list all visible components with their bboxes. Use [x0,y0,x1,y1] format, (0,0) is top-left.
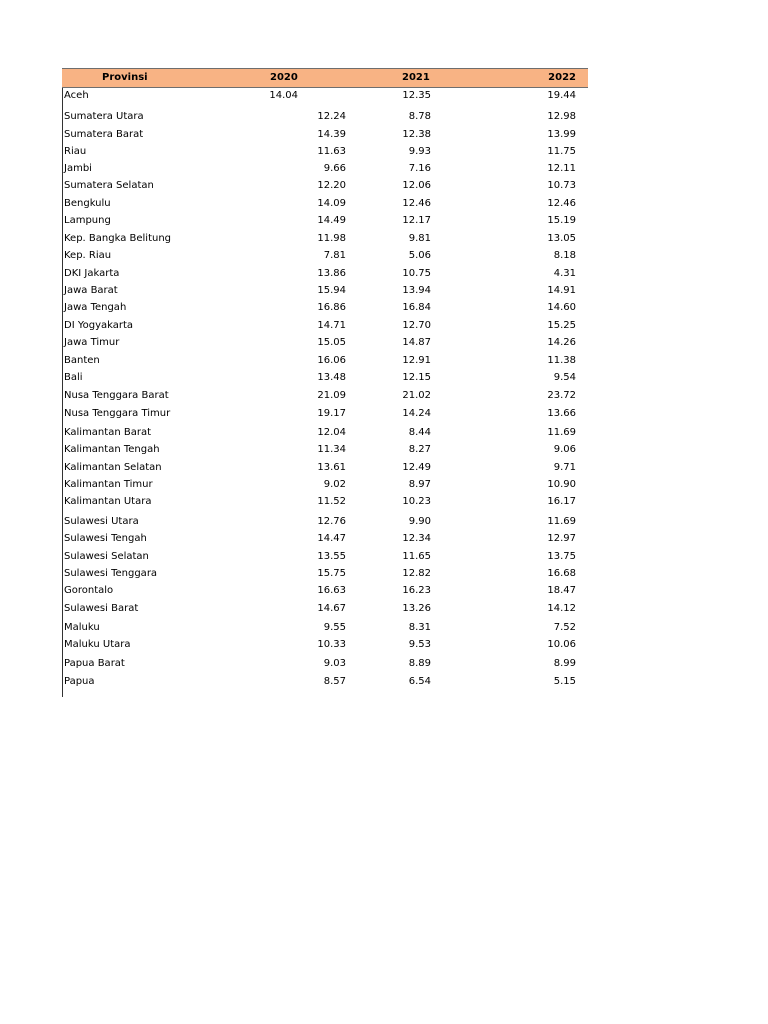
value-2022-cell: 13.75 [547,551,576,562]
province-cell: Kalimantan Tengah [64,444,160,455]
value-2022-cell: 19.44 [547,90,576,101]
province-cell: Sulawesi Barat [64,603,139,614]
value-2020-cell: 9.02 [323,479,346,490]
value-2020-cell: 12.24 [317,111,346,122]
province-cell: Maluku Utara [64,639,131,650]
value-2021-cell: 9.93 [408,146,431,157]
value-2020-cell: 10.33 [317,639,346,650]
value-2020-cell: 9.03 [323,658,346,669]
province-cell: Kep. Bangka Belitung [64,233,172,244]
province-cell: Maluku [64,622,100,633]
value-2021-cell: 8.27 [408,444,431,455]
table-row [62,213,588,229]
province-cell: Bengkulu [64,198,111,209]
value-2022-cell: 15.19 [547,215,576,226]
value-2021-cell: 12.06 [402,180,431,191]
value-2021-cell: 5.06 [408,250,431,261]
value-2020-cell: 14.71 [317,320,346,331]
table-row [62,335,588,351]
province-cell: Papua Barat [64,658,125,669]
value-2022-cell: 11.69 [547,427,576,438]
value-2021-cell: 6.54 [408,676,431,687]
value-2022-cell: 10.90 [547,479,576,490]
value-2020-cell: 9.55 [323,622,346,633]
value-2020-cell: 9.66 [323,163,346,174]
value-2020-cell: 16.06 [317,355,346,366]
header-2020: 2020 [270,72,298,83]
value-2022-cell: 11.38 [547,355,576,366]
province-cell: Sulawesi Selatan [64,551,149,562]
value-2022-cell: 16.68 [547,568,576,579]
table-row [62,425,588,441]
value-2022-cell: 9.06 [553,444,576,455]
table-row [62,144,588,160]
province-cell: Kalimantan Timur [64,479,153,490]
value-2022-cell: 11.75 [547,146,576,157]
province-cell: Kalimantan Selatan [64,462,162,473]
value-2021-cell: 8.44 [408,427,431,438]
value-2021-cell: 21.02 [402,390,431,401]
table-row [62,514,588,530]
value-2021-cell: 7.16 [408,163,431,174]
value-2022-cell: 12.98 [547,111,576,122]
header-2021: 2021 [402,72,430,83]
province-cell: Sumatera Selatan [64,180,154,191]
value-2022-cell: 23.72 [547,390,576,401]
value-2021-cell: 8.78 [408,111,431,122]
value-2020-cell: 11.52 [317,496,346,507]
header-province: Provinsi [102,72,148,83]
province-cell: Sulawesi Tengah [64,533,147,544]
province-cell: Jawa Tengah [64,302,127,313]
province-cell: Jawa Timur [64,337,120,348]
value-2020-cell: 14.39 [317,129,346,140]
value-2020-cell: 15.05 [317,337,346,348]
value-2022-cell: 12.46 [547,198,576,209]
value-2021-cell: 12.35 [402,90,431,101]
value-2022-cell: 8.18 [553,250,576,261]
table-row [62,196,588,212]
value-2020-cell: 15.94 [317,285,346,296]
value-2021-cell: 12.49 [402,462,431,473]
value-2020-cell: 13.55 [317,551,346,562]
value-2020-cell: 14.67 [317,603,346,614]
province-cell: Jawa Barat [64,285,118,296]
table-row [62,601,588,617]
province-cell: Sumatera Utara [64,111,144,122]
value-2020-cell: 12.76 [317,516,346,527]
table-row [62,549,588,565]
table-row [62,88,588,104]
table-row [62,283,588,299]
value-2021-cell: 12.17 [402,215,431,226]
value-2021-cell: 12.70 [402,320,431,331]
table-row [62,353,588,369]
value-2021-cell: 12.82 [402,568,431,579]
province-cell: Nusa Tenggara Barat [64,390,169,401]
value-2021-cell: 13.26 [402,603,431,614]
value-2021-cell: 13.94 [402,285,431,296]
province-cell: Kalimantan Barat [64,427,151,438]
table-row [62,460,588,476]
table-row [62,231,588,247]
table-row [62,477,588,493]
table-row [62,161,588,177]
value-2020-cell: 14.47 [317,533,346,544]
value-2021-cell: 8.89 [408,658,431,669]
table-row [62,266,588,282]
province-cell: Gorontalo [64,585,114,596]
province-cell: Kep. Riau [64,250,112,261]
value-2022-cell: 16.17 [547,496,576,507]
province-cell: Jambi [64,163,92,174]
table-row [62,318,588,334]
value-2021-cell: 8.31 [408,622,431,633]
value-2022-cell: 10.73 [547,180,576,191]
value-2022-cell: 14.60 [547,302,576,313]
table-row [62,406,588,422]
value-2022-cell: 14.26 [547,337,576,348]
value-2022-cell: 8.99 [553,658,576,669]
value-2022-cell: 13.05 [547,233,576,244]
value-2022-cell: 9.71 [553,462,576,473]
table-row [62,620,588,636]
table-row [62,583,588,599]
value-2021-cell: 14.87 [402,337,431,348]
value-2022-cell: 7.52 [553,622,576,633]
value-2020-cell: 11.98 [317,233,346,244]
value-2021-cell: 12.15 [402,372,431,383]
value-2020-cell: 14.09 [317,198,346,209]
value-2022-cell: 12.11 [547,163,576,174]
table-row [62,127,588,143]
value-2020-cell: 19.17 [317,408,346,419]
value-2021-cell: 12.91 [402,355,431,366]
data-table [62,68,588,687]
province-cell: DI Yogyakarta [64,320,134,331]
province-cell: Lampung [64,215,111,226]
value-2021-cell: 10.23 [402,496,431,507]
province-cell: Bali [64,372,83,383]
value-2020-cell: 13.61 [317,462,346,473]
value-2022-cell: 5.15 [553,676,576,687]
value-2020-cell: 15.75 [317,568,346,579]
province-cell: Papua [64,676,95,687]
value-2020-cell: 11.34 [317,444,346,455]
value-2021-cell: 9.81 [408,233,431,244]
table-row [62,637,588,653]
value-2021-cell: 12.46 [402,198,431,209]
province-cell: Sumatera Barat [64,129,144,140]
value-2022-cell: 14.12 [547,603,576,614]
value-2022-cell: 14.91 [547,285,576,296]
value-2021-cell: 8.97 [408,479,431,490]
province-cell: Sulawesi Tenggara [64,568,158,579]
table-row [62,531,588,547]
value-2020-cell: 14.49 [317,215,346,226]
value-2021-cell: 9.53 [408,639,431,650]
province-cell: Riau [64,146,87,157]
province-cell: DKI Jakarta [64,268,120,279]
value-2020-cell: 7.81 [323,250,346,261]
table-header-row [62,68,588,88]
province-cell: Banten [64,355,100,366]
table-row [62,566,588,582]
value-2020-cell: 16.63 [317,585,346,596]
header-2022: 2022 [548,72,576,83]
value-2020-cell: 16.86 [317,302,346,313]
province-cell: Kalimantan Utara [64,496,152,507]
table-row [62,178,588,194]
value-2021-cell: 16.84 [402,302,431,313]
value-2021-cell: 10.75 [402,268,431,279]
value-2022-cell: 13.66 [547,408,576,419]
table-row [62,388,588,404]
value-2022-cell: 9.54 [553,372,576,383]
table-row [62,370,588,386]
value-2020-cell: 13.86 [317,268,346,279]
table-row [62,109,588,125]
value-2021-cell: 11.65 [402,551,431,562]
value-2020-cell: 14.04 [269,90,298,101]
value-2022-cell: 11.69 [547,516,576,527]
value-2020-cell: 11.63 [317,146,346,157]
value-2022-cell: 15.25 [547,320,576,331]
table-row [62,494,588,510]
value-2022-cell: 10.06 [547,639,576,650]
value-2022-cell: 4.31 [553,268,576,279]
value-2022-cell: 18.47 [547,585,576,596]
value-2020-cell: 12.20 [317,180,346,191]
table-row [62,656,588,672]
table-row [62,674,588,690]
province-cell: Nusa Tenggara Timur [64,408,171,419]
value-2021-cell: 12.34 [402,533,431,544]
value-2021-cell: 16.23 [402,585,431,596]
value-2022-cell: 12.97 [547,533,576,544]
province-cell: Sulawesi Utara [64,516,139,527]
value-2022-cell: 13.99 [547,129,576,140]
value-2020-cell: 12.04 [317,427,346,438]
table-row [62,300,588,316]
value-2021-cell: 9.90 [408,516,431,527]
province-cell: Aceh [64,90,89,101]
value-2020-cell: 21.09 [317,390,346,401]
table-row [62,442,588,458]
value-2020-cell: 8.57 [323,676,346,687]
table-row [62,248,588,264]
value-2021-cell: 12.38 [402,129,431,140]
value-2020-cell: 13.48 [317,372,346,383]
value-2021-cell: 14.24 [402,408,431,419]
